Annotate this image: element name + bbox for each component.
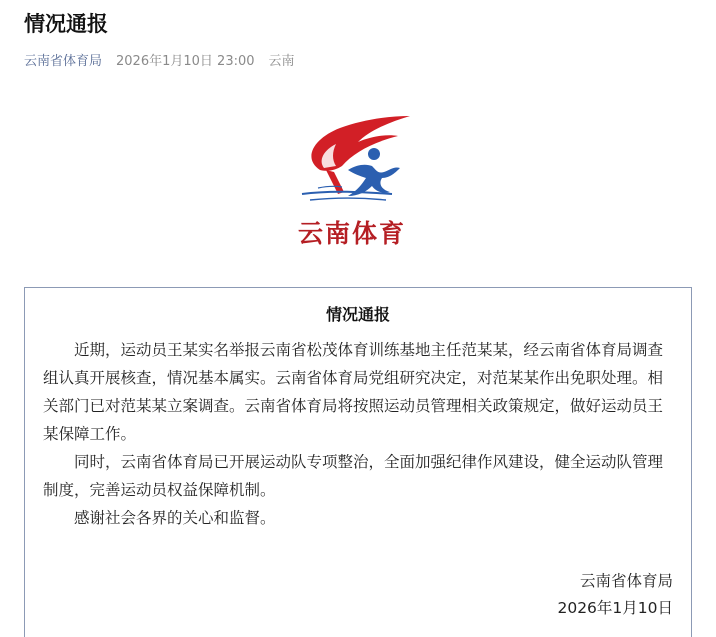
article-title: 情况通报 (24, 12, 108, 36)
account-name-link[interactable]: 云南省体育局 (24, 54, 103, 69)
publish-date: 2026年1月10日 23:00 (116, 54, 255, 69)
notice-body (43, 336, 675, 532)
signature-org: 云南省体育局 (579, 572, 673, 590)
yunnan-sports-logo (262, 108, 442, 254)
torch-runner-icon (262, 108, 442, 218)
notice-box (24, 287, 692, 637)
notice-paragraph: 近期，运动员王某实名举报云南省松茂体育训练基地主任范某某，经云南省体育局调查组认真开展核查，情况基本属实。云南省体育局党组研究决定，对范某某作出免职处理。相关部门已对范某某立案调查。云南省体育局将按照运动员管理相关政策规定，做好运动员王某保障工作。 (43, 341, 664, 443)
logo-text: 云南体育 (298, 219, 407, 248)
notice-paragraph: 同时，云南省体育局已开展运动队专项整治，全面加强纪律作风建设，健全运动队管理制度，完善运动员权益保障机制。 (43, 453, 664, 499)
notice-signature (557, 568, 673, 622)
signature-date: 2026年1月10日 (557, 599, 673, 617)
article-meta (24, 50, 295, 69)
publish-location: 云南 (268, 54, 295, 69)
notice-heading: 情况通报 (325, 305, 390, 324)
notice-paragraph: 感谢社会各界的关心和监督。 (74, 509, 276, 527)
